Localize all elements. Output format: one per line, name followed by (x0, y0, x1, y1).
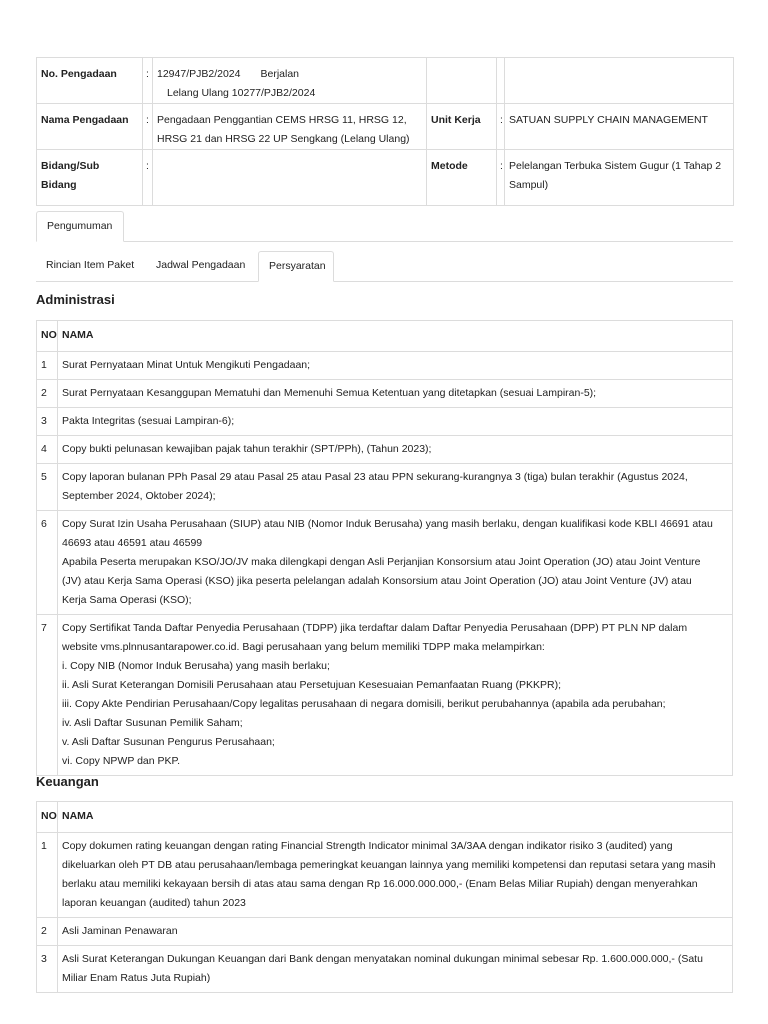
sub-tabs (36, 251, 733, 282)
column-header-nama: NAMA (58, 802, 733, 833)
requirement-line: Pakta Integritas (sesuai Lampiran-6); (62, 415, 235, 427)
table-row (37, 436, 733, 464)
colon: : (143, 58, 153, 104)
tab-pengumuman[interactable]: Pengumuman (36, 211, 124, 242)
tab-persyaratan[interactable]: Persyaratan (258, 251, 334, 282)
column-header-no: NO (37, 802, 58, 833)
bidang-label (37, 150, 143, 206)
procurement-info-table (36, 57, 734, 206)
requirement-text (58, 380, 733, 408)
section-title-administrasi: Administrasi (36, 292, 115, 307)
requirement-text (58, 615, 733, 776)
row-number: 1 (37, 833, 58, 918)
colon: : (143, 104, 153, 150)
requirement-line: dikeluarkan oleh PT DB atau perusahaan/lembaga pemeringkat keuangan lainnya yang memiliki kompetensi dan reputasi setara yang masih (62, 859, 716, 871)
procurement-info (36, 57, 733, 206)
requirement-text (58, 918, 733, 946)
table-row (37, 918, 733, 946)
table-header-row (37, 321, 733, 352)
nama-pengadaan-line1: Pengadaan Penggantian CEMS HRSG 11, HRSG 12, (157, 114, 407, 126)
section-title-keuangan: Keuangan (36, 774, 99, 789)
nama-pengadaan-value (153, 104, 427, 150)
requirement-text (58, 511, 733, 615)
requirement-line: (JV) atau Kerja Sama Operasi (KSO) jika peserta pelelangan adalah Konsorsium atau Joint Operation (JO) atau Joint Venture (JV) atau (62, 575, 692, 587)
requirement-line: Copy Surat Izin Usaha Perusahaan (SIUP) atau NIB (Nomor Induk Berusaha) yang masih berlaku, dengan kualifikasi kode KBLI 46691 atau (62, 518, 713, 530)
nama-pengadaan-line2: HRSG 21 dan HRSG 22 UP Sengkang (Lelang Ulang) (157, 133, 410, 145)
no-pengadaan-status: Berjalan (260, 68, 300, 80)
column-header-nama: NAMA (58, 321, 733, 352)
requirement-line: Kerja Sama Operasi (KSO); (62, 594, 192, 606)
empty-cell (427, 58, 497, 104)
requirement-text (58, 436, 733, 464)
requirement-line: website vms.plnnusantarapower.co.id. Bagi perusahaan yang belum memiliki TDPP maka melampirkan: (62, 641, 545, 653)
requirement-line: laporan keuangan (audited) tahun 2023 (62, 897, 246, 909)
requirement-line: Copy Sertifikat Tanda Daftar Penyedia Perusahaan (TDPP) jika terdaftar dalam Daftar Penyedia Perusahaan (DPP) PT PLN NP dalam (62, 622, 688, 634)
unit-kerja-label: Unit Kerja (427, 104, 497, 150)
table-row (37, 615, 733, 776)
row-number: 4 (37, 436, 58, 464)
requirement-line: Asli Jaminan Penawaran (62, 925, 178, 937)
row-number: 5 (37, 464, 58, 511)
requirement-line: iii. Copy Akte Pendirian Perusahaan/Copy legalitas perusahaan di negara domisili, berikut perubahannya (apabila ada perubahan; (62, 698, 666, 710)
row-number: 2 (37, 918, 58, 946)
table-row (37, 511, 733, 615)
requirement-line: Asli Surat Keterangan Dukungan Keuangan dari Bank dengan menyatakan nominal dukungan minimal sebesar Rp. 1.600.000.000,- (Satu (62, 953, 703, 965)
requirement-line: v. Asli Daftar Susunan Pengurus Perusahaan; (62, 736, 275, 748)
requirement-line: ii. Asli Surat Keterangan Domisili Perusahaan atau Persetujuan Kesesuaian Pemanfaatan Ruang (PKKPR); (62, 679, 562, 691)
colon: : (497, 150, 505, 206)
row-number: 3 (37, 946, 58, 993)
administrasi-table (36, 320, 733, 776)
requirement-line: iv. Asli Daftar Susunan Pemilik Saham; (62, 717, 243, 729)
row-number: 2 (37, 380, 58, 408)
requirement-line: vi. Copy NPWP dan PKP. (62, 755, 181, 767)
keuangan-table (36, 801, 733, 993)
metode-line1: Pelelangan Terbuka Sistem Gugur (1 Tahap 2 (509, 160, 722, 172)
unit-kerja-value: SATUAN SUPPLY CHAIN MANAGEMENT (505, 104, 734, 150)
row-number: 7 (37, 615, 58, 776)
row-number: 3 (37, 408, 58, 436)
requirement-line: i. Copy NIB (Nomor Induk Berusaha) yang masih berlaku; (62, 660, 330, 672)
empty-cell (497, 58, 505, 104)
requirement-line: 46693 atau 46591 atau 46599 (62, 537, 203, 549)
table-row (37, 946, 733, 993)
requirement-line: Surat Pernyataan Kesanggupan Mematuhi dan Memenuhi Semua Ketentuan yang ditetapkan (sesuai Lampiran-5); (62, 387, 597, 399)
no-pengadaan-sub: Lelang Ulang 10277/PJB2/2024 (167, 87, 316, 99)
main-tabs (36, 211, 733, 242)
no-pengadaan-label: No. Pengadaan (37, 58, 143, 104)
requirement-line: September 2024, Oktober 2024); (62, 490, 216, 502)
table-row (37, 464, 733, 511)
bidang-label-line2: Bidang (41, 179, 77, 191)
nama-pengadaan-label: Nama Pengadaan (37, 104, 143, 150)
metode-line2: Sampul) (509, 179, 549, 191)
empty-cell (505, 58, 734, 104)
requirement-line: Copy laporan bulanan PPh Pasal 29 atau Pasal 25 atau Pasal 23 atau PPN sekurang-kurangnya 3 (tiga) bulan terakhir (Agustus 2024, (62, 471, 688, 483)
requirement-line: Apabila Peserta merupakan KSO/JO/JV maka dilengkapi dengan Asli Perjanjian Konsorsium atau Joint Operation (JO) atau Joint Venture (62, 556, 701, 568)
no-pengadaan-value (153, 58, 427, 104)
requirement-text (58, 352, 733, 380)
requirement-line: Surat Pernyataan Minat Untuk Mengikuti Pengadaan; (62, 359, 311, 371)
colon: : (143, 150, 153, 206)
bidang-label-line1: Bidang/Sub (41, 160, 100, 172)
table-row (37, 833, 733, 918)
metode-label: Metode (427, 150, 497, 206)
column-header-no: NO (37, 321, 58, 352)
table-row (37, 408, 733, 436)
table-row (37, 352, 733, 380)
bidang-value (153, 150, 427, 206)
colon: : (497, 104, 505, 150)
requirement-line: Miliar Enam Ratus Juta Rupiah) (62, 972, 211, 984)
requirement-line: berlaku atau memiliki kekayaan bersih di atas atau sama dengan Rp 16.000.000.000,- (Enam Belas Miliar Rupiah) dengan menyerahkan (62, 878, 698, 890)
tab-rincian-item-paket[interactable]: Rincian Item Paket (46, 259, 135, 271)
requirement-text (58, 946, 733, 993)
requirement-text (58, 833, 733, 918)
requirement-line: Copy dokumen rating keuangan dengan rating Financial Strength Indicator minimal 3A/3AA dengan indikator risiko 3 (audited) yang (62, 840, 673, 852)
table-header-row (37, 802, 733, 833)
table-row (37, 380, 733, 408)
requirement-text (58, 464, 733, 511)
row-number: 6 (37, 511, 58, 615)
requirement-line: Copy bukti pelunasan kewajiban pajak tahun terakhir (SPT/PPh), (Tahun 2023); (62, 443, 432, 455)
requirement-text (58, 408, 733, 436)
no-pengadaan-number: 12947/PJB2/2024 (157, 68, 241, 80)
tab-jadwal-pengadaan[interactable]: Jadwal Pengadaan (156, 259, 246, 271)
metode-value (505, 150, 734, 206)
row-number: 1 (37, 352, 58, 380)
